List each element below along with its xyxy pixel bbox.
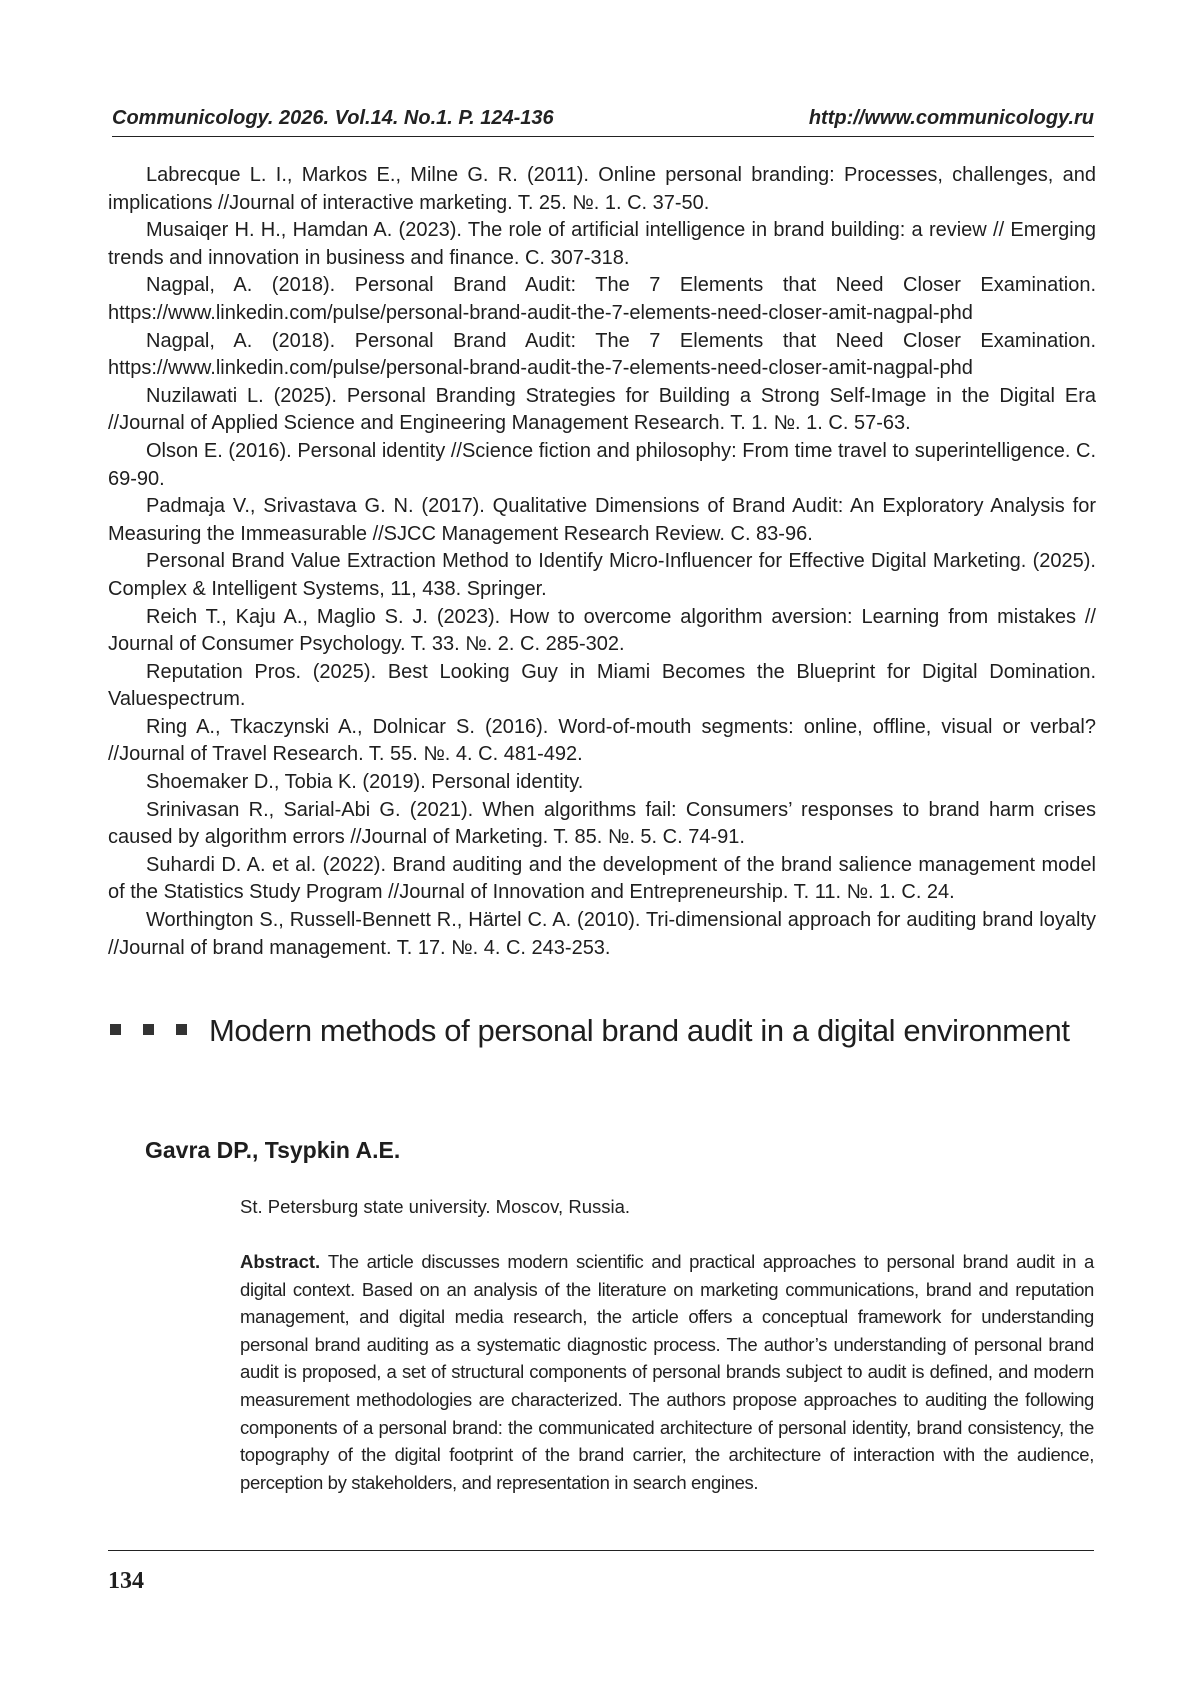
reference-item: Suhardi D. A. et al. (2022). Brand auditing and the development of the brand salience management model of the Statistics Study Program //Journal of Innovation and Entrepreneurship. T. 11. №. 1. С. 24. — [108, 853, 1096, 904]
abstract-block — [240, 1248, 1094, 1496]
square-bullet-icon — [143, 1024, 154, 1035]
abstract-label: Abstract. — [240, 1251, 321, 1272]
reference-item: Reich T., Kaju A., Maglio S. J. (2023). How to overcome algorithm aversion: Learning from mistakes // Journal of Consumer Psychology. T. 33. №. 2. С. 285-302. — [108, 605, 1096, 656]
running-header — [112, 106, 1094, 137]
reference-item: Shoemaker D., Tobia K. (2019). Personal identity. — [146, 771, 584, 794]
reference-item: Labrecque L. I., Markos E., Milne G. R. (2011). Online personal branding: Processes, challenges, and implications //Journal of interactive marketing. T. 25. №. 1. С. 37-50. — [108, 164, 1096, 214]
reference-item: Ring A., Tkaczynski A., Dolnicar S. (2016). Word-of-mouth segments: online, offline, visual or verbal? //Journal of Travel Research. T. 55. №. 4. С. 481-492. — [108, 715, 1096, 766]
journal-url[interactable]: http://www.communicology.ru — [808, 107, 1094, 129]
reference-item: Nagpal, A. (2018). Personal Brand Audit: The 7 Elements that Need Closer Examination. https://www.linkedin.com/pulse/personal-brand-audit-the-7-elements-need-closer-amit-nagpal-phd — [108, 274, 1096, 324]
section-title: Modern methods of personal brand audit in a digital environment — [209, 1013, 1070, 1048]
reference-item: Reputation Pros. (2025). Best Looking Guy in Miami Becomes the Blueprint for Digital Domination. Valuespectrum. — [108, 660, 1096, 711]
reference-item: Personal Brand Value Extraction Method to Identify Micro-Influencer for Effective Digital Marketing. (2025). Complex & Intelligent Systems, 11, 438. Springer. — [108, 550, 1096, 600]
reference-list — [108, 162, 1096, 962]
square-bullet-icon — [176, 1024, 187, 1035]
square-bullet-icon — [110, 1024, 121, 1035]
abstract-text: The article discusses modern scientific and practical approaches to personal brand audit in a digital context. Based on an analysis of the literature on marketing communications, brand and reputation management, and digital media research, the article offers a conceptual framework for understanding personal brand auditing as a systematic diagnostic process. The author’s understanding of personal brand audit is proposed, a set of structural components of personal brands subject to audit is defined, and modern measurement methodologies are characterized. The authors propose approaches to auditing the following components of a personal brand: the communicated architecture of personal identity, brand consistency, the topography of the digital footprint of the brand carrier, the architecture of interaction with the audience, perception by stakeholders, and representation in search engines. — [240, 1251, 1094, 1493]
reference-item: Padmaja V., Srivastava G. N. (2017). Qualitative Dimensions of Brand Audit: An Exploratory Analysis for Measuring the Immeasurable //SJCC Management Research Review. С. 83-96. — [108, 495, 1096, 545]
section-heading — [108, 1010, 1096, 1052]
reference-item: Nagpal, A. (2018). Personal Brand Audit: The 7 Elements that Need Closer Examination. https://www.linkedin.com/pulse/personal-brand-audit-the-7-elements-need-closer-amit-nagpal-phd — [108, 329, 1096, 380]
article-authors: Gavra DP., Tsypkin A.E. — [145, 1137, 401, 1163]
reference-item: Olson E. (2016). Personal identity //Science fiction and philosophy: From time travel to superintelligence. С. 69-90. — [108, 439, 1096, 490]
journal-citation: Communicology. 2026. Vol.14. No.1. P. 124-136 — [112, 107, 554, 129]
author-affiliation: St. Petersburg state university. Moscov, Russia. — [240, 1196, 631, 1217]
reference-item: Srinivasan R., Sarial-Abi G. (2021). When algorithms fail: Consumers’ responses to brand harm crises caused by algorithm errors //Journal of Marketing. T. 85. №. 5. С. 74-91. — [108, 798, 1096, 849]
page-number: 134 — [108, 1568, 144, 1594]
reference-item: Nuzilawati L. (2025). Personal Branding Strategies for Building a Strong Self-Image in the Digital Era //Journal of Applied Science and Engineering Management Research. T. 1. №. 1. С. 57-63. — [108, 384, 1096, 435]
reference-item: Worthington S., Russell-Bennett R., Härtel C. A. (2010). Tri-dimensional approach for auditing brand loyalty //Journal of brand management. T. 17. №. 4. С. 243-253. — [108, 909, 1096, 959]
reference-item: Musaiqer H. H., Hamdan A. (2023). The role of artificial intelligence in brand building: a review // Emerging trends and innovation in business and finance. С. 307-318. — [108, 219, 1096, 269]
footer-divider — [108, 1550, 1094, 1551]
